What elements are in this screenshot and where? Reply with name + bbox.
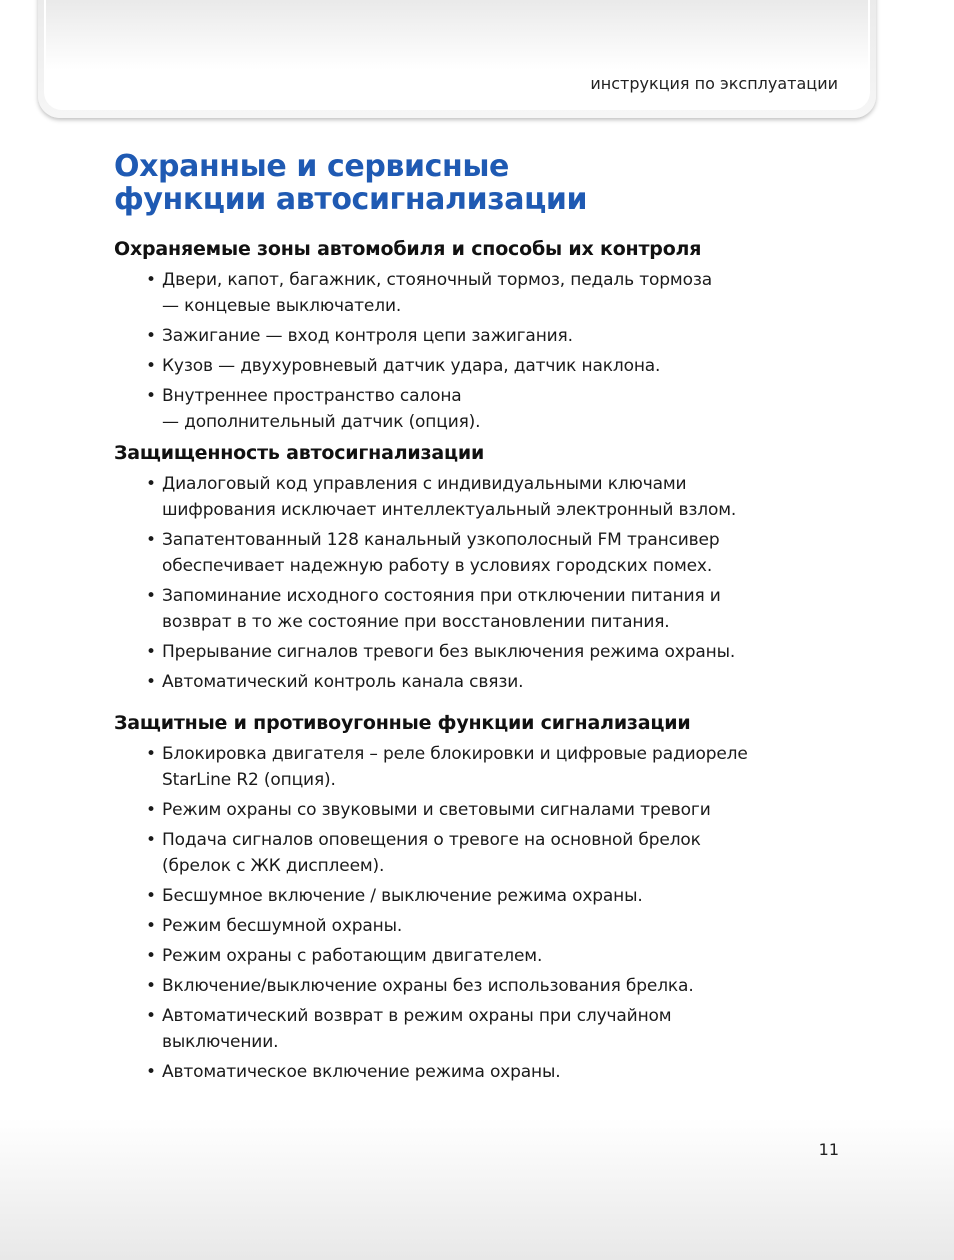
footer-band xyxy=(0,1118,954,1260)
bullet-icon: • xyxy=(146,586,156,606)
list-item: • Бесшумное включение / выключение режима охраны. xyxy=(114,883,834,909)
list-item: • Кузов — двухуровневый датчик удара, датчик наклона. xyxy=(114,353,834,379)
bullet-icon: • xyxy=(146,326,156,346)
header-caption: инструкция по эксплуатации xyxy=(590,74,838,93)
bullet-list xyxy=(114,471,834,695)
list-item: • Блокировка двигателя – реле блокировки и цифровые радиореле StarLine R2 (опция). xyxy=(114,741,834,793)
section-protected-zones xyxy=(114,236,834,435)
list-item: • Диалоговый код управления с индивидуальными ключами шифрования исключает интеллектуальный электронный взлом. xyxy=(114,471,834,523)
bullet-icon: • xyxy=(146,916,156,936)
list-item: • Запоминание исходного состояния при отключении питания и возврат в то же состояние при восстановлении питания. xyxy=(114,583,834,635)
bullet-icon: • xyxy=(146,886,156,906)
bullet-icon: • xyxy=(146,474,156,494)
bullet-icon: • xyxy=(146,800,156,820)
bullet-icon: • xyxy=(146,530,156,550)
list-item: • Зажигание — вход контроля цепи зажигания. xyxy=(114,323,834,349)
list-item: • Запатентованный 128 канальный узкополосный FM трансивер обеспечивает надежную работу в условиях городских помех. xyxy=(114,527,834,579)
page-title-line-1: Охранные и сервисные xyxy=(114,149,510,184)
section-heading: Охраняемые зоны автомобиля и способы их контроля xyxy=(114,238,702,260)
list-item: • Режим охраны со звуковыми и световыми сигналами тревоги xyxy=(114,797,834,823)
list-item: • Режим охраны с работающим двигателем. xyxy=(114,943,834,969)
bullet-icon: • xyxy=(146,976,156,996)
bullet-icon: • xyxy=(146,672,156,692)
bullet-icon: • xyxy=(146,1062,156,1082)
sections-container xyxy=(114,236,834,1089)
list-item: • Автоматический возврат в режим охраны при случайном выключении. xyxy=(114,1003,834,1055)
list-item: • Прерывание сигналов тревоги без выключения режима охраны. xyxy=(114,639,834,665)
section-heading: Защитные и противоугонные функции сигнализации xyxy=(114,712,691,734)
list-item: • Внутреннее пространство салона — дополнительный датчик (опция). xyxy=(114,383,834,435)
page-title xyxy=(114,150,587,216)
bullet-list xyxy=(114,267,834,435)
bullet-icon: • xyxy=(146,642,156,662)
list-item: • Автоматический контроль канала связи. xyxy=(114,669,834,695)
bullet-icon: • xyxy=(146,386,156,406)
list-item: • Режим бесшумной охраны. xyxy=(114,913,834,939)
section-security xyxy=(114,440,834,695)
list-item: • Подача сигналов оповещения о тревоге на основной брелок (брелок с ЖК дисплеем). xyxy=(114,827,834,879)
page-number: 11 xyxy=(818,1140,839,1159)
bullet-icon: • xyxy=(146,356,156,376)
page-title-line-2: функции автосигнализации xyxy=(114,182,588,217)
bullet-icon: • xyxy=(146,744,156,764)
list-item: • Включение/выключение охраны без использования брелка. xyxy=(114,973,834,999)
list-item: • Двери, капот, багажник, стояночный тормоз, педаль тормоза — концевые выключатели. xyxy=(114,267,834,319)
header-panel xyxy=(44,0,870,110)
bullet-icon: • xyxy=(146,946,156,966)
bullet-icon: • xyxy=(146,270,156,290)
section-anti-theft xyxy=(114,710,834,1085)
section-heading: Защищенность автосигнализации xyxy=(114,442,485,464)
bullet-icon: • xyxy=(146,1006,156,1026)
bullet-list xyxy=(114,741,834,1085)
bullet-icon: • xyxy=(146,830,156,850)
list-item: • Автоматическое включение режима охраны. xyxy=(114,1059,834,1085)
